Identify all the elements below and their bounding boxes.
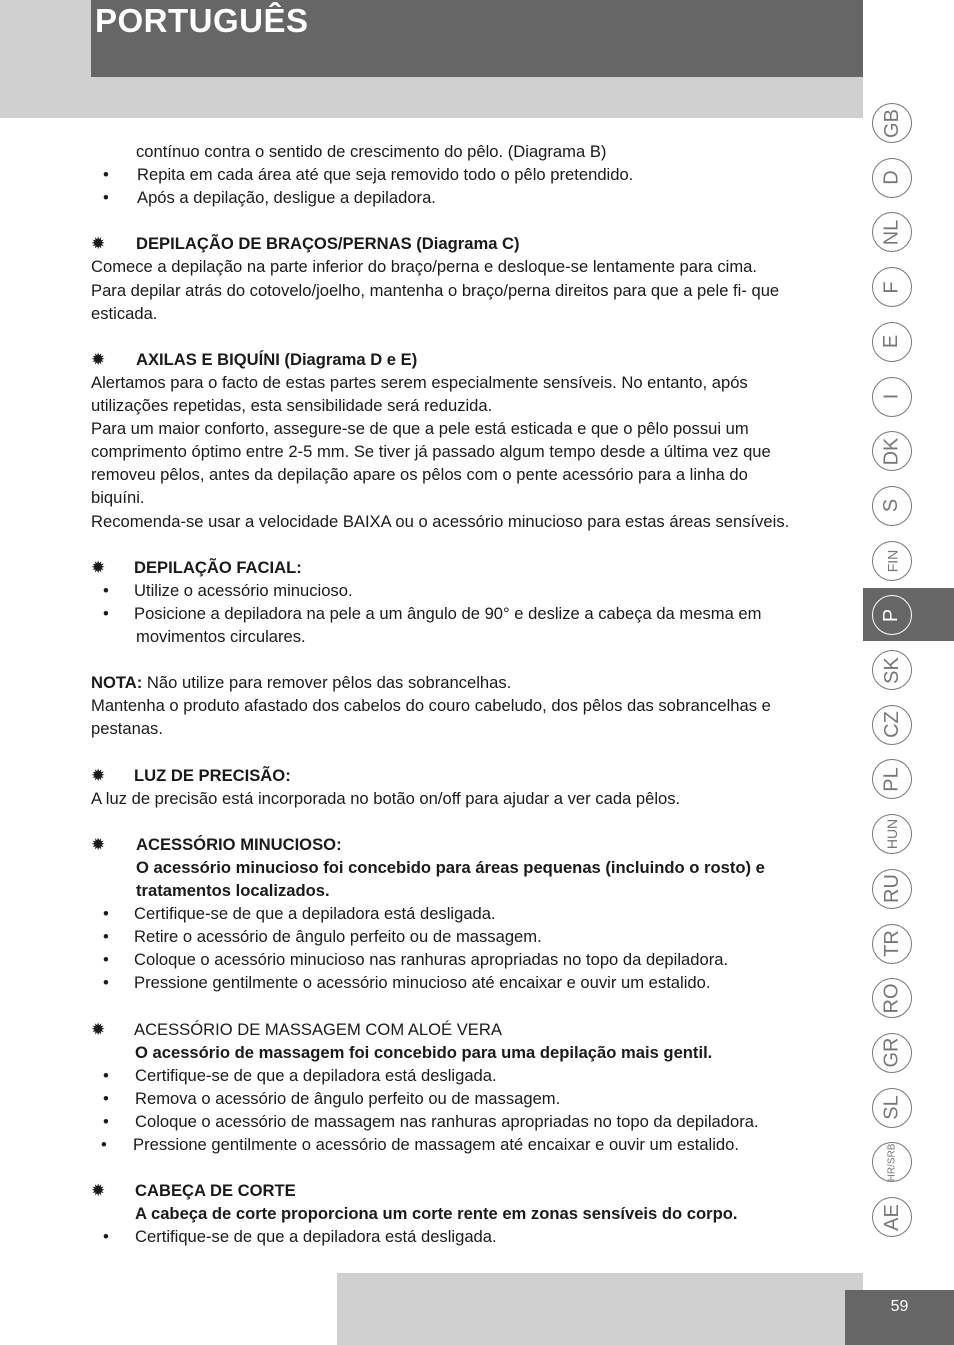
- language-tab-label: E: [880, 335, 903, 349]
- language-tab-e[interactable]: [872, 322, 912, 362]
- text-line: contínuo contra o sentido de crescimento do pêlo. (Diagrama B): [136, 142, 607, 161]
- language-tab-label: RO: [880, 983, 903, 1014]
- heading-text: ACESSÓRIO MINUCIOSO:: [136, 834, 342, 854]
- language-tab-hr-srb[interactable]: [872, 1142, 912, 1182]
- bullet: •: [103, 580, 109, 600]
- text-line: Para depilar atrás do cotovelo/joelho, mantenha o braço/perna direitos para que a pele fi- que: [91, 280, 780, 300]
- text-line: removeu pêlos, antes da depilação apare os pêlos com o pente acessório para a linha do: [91, 465, 748, 485]
- list-item: [91, 1087, 863, 1110]
- list-item-text: Certifique-se de que a depiladora está desligada.: [135, 1227, 497, 1247]
- language-tab-sl[interactable]: [872, 1088, 912, 1128]
- subheading-line: A cabeça de corte proporciona um corte rente em zonas sensíveis do corpo.: [135, 1204, 738, 1224]
- sun-icon: ✹: [91, 1019, 106, 1039]
- language-tab-gr[interactable]: [872, 1033, 912, 1073]
- list-item: [91, 602, 863, 625]
- sun-icon: ✹: [91, 1181, 106, 1201]
- text-line: comprimento óptimo entre 2-5 mm. Se tiver já passado algum tempo desde a última vez que: [91, 442, 771, 462]
- language-tab-hun[interactable]: [872, 814, 912, 854]
- language-tab-tr[interactable]: [872, 924, 912, 964]
- language-tab-label: P: [880, 608, 903, 622]
- language-tab-label: S: [880, 499, 903, 513]
- list-item: [91, 948, 863, 971]
- language-tab-label: GB: [880, 108, 903, 138]
- note-text: Não utilize para remover pêlos das sobrancelhas.: [142, 673, 512, 693]
- language-tab-label: NL: [880, 219, 903, 246]
- language-tab-p[interactable]: [872, 595, 912, 635]
- sun-icon: ✹: [91, 349, 106, 369]
- language-tab-ro[interactable]: [872, 978, 912, 1018]
- list-item-text: Coloque o acessório de massagem nas ranhuras apropriadas no topo da depiladora.: [135, 1111, 759, 1131]
- list-item: [91, 1064, 863, 1087]
- list-item: [91, 971, 863, 994]
- bullet: •: [103, 188, 109, 208]
- note-line: [91, 671, 863, 694]
- list-item-text: Posicione a depiladora na pele a um ângulo de 90° e deslize a cabeça da mesma em: [134, 603, 762, 623]
- sun-icon: ✹: [91, 765, 106, 785]
- sun-icon: ✹: [91, 234, 106, 254]
- section-heading: [91, 764, 863, 787]
- section-heading: [91, 232, 863, 255]
- list-item: [91, 1110, 863, 1133]
- bullet: •: [103, 950, 109, 970]
- section-heading: [91, 556, 863, 579]
- text-line: A luz de precisão está incorporada no botão on/off para ajudar a ver cada pêlos.: [91, 788, 681, 808]
- language-tab-s[interactable]: [872, 486, 912, 526]
- page-title: PORTUGUÊS: [95, 2, 309, 39]
- text-line: pestanas.: [91, 719, 163, 739]
- list-item: [91, 1225, 863, 1248]
- manual-content: [91, 140, 863, 1249]
- language-tab-dk[interactable]: [872, 431, 912, 471]
- page-number-box: [845, 1290, 954, 1345]
- language-tab-label: D: [880, 170, 903, 185]
- language-tab-label: PL: [880, 767, 903, 792]
- language-tab-ru[interactable]: [872, 869, 912, 909]
- language-tab-nl[interactable]: [872, 212, 912, 252]
- note-label: NOTA:: [91, 673, 143, 693]
- language-tab-pl[interactable]: [872, 759, 912, 799]
- subheading-line: O acessório de massagem foi concebido para uma depilação mais gentil.: [135, 1042, 713, 1062]
- language-tab-cz[interactable]: [872, 705, 912, 745]
- text-line: esticada.: [91, 303, 158, 323]
- page-footer-left: [0, 1273, 337, 1345]
- text-line: Mantenha o produto afastado dos cabelos do couro cabeludo, dos pêlos das sobrancelhas e: [91, 696, 771, 716]
- language-tab-label: DK: [880, 437, 903, 466]
- bullet: •: [103, 973, 109, 993]
- language-tab-label: AE: [880, 1203, 903, 1231]
- text-line: biquíni.: [91, 488, 145, 508]
- text-line: utilizações repetidas, esta sensibilidade será reduzida.: [91, 396, 493, 416]
- section-heading: [91, 1018, 863, 1041]
- list-item-text: Após a depilação, desligue a depiladora.: [137, 188, 436, 208]
- language-tab-label: GR: [880, 1037, 903, 1068]
- language-tab-sk[interactable]: [872, 650, 912, 690]
- language-tab-label: FIN: [884, 549, 900, 572]
- list-item: [91, 925, 863, 948]
- language-tab-label: F: [880, 280, 903, 294]
- list-item-text: Utilize o acessório minucioso.: [134, 580, 353, 600]
- bullet: •: [103, 1088, 109, 1108]
- language-tab-label: RU: [880, 874, 903, 904]
- language-tab-fin[interactable]: [872, 541, 912, 581]
- sun-icon: ✹: [91, 834, 106, 854]
- list-item: [91, 902, 863, 925]
- section-heading: [91, 833, 863, 856]
- language-tab-label: SL: [880, 1095, 903, 1120]
- list-item-text: Certifique-se de que a depiladora está desligada.: [134, 904, 496, 924]
- language-tab-label: TR: [880, 930, 903, 957]
- language-tab-label: HR/SRB: [886, 1143, 898, 1182]
- page-number: 59: [890, 1298, 909, 1315]
- section-heading: [91, 348, 863, 371]
- language-tab-i[interactable]: [872, 377, 912, 417]
- bullet: •: [103, 904, 109, 924]
- bullet: •: [103, 165, 109, 185]
- list-item: [91, 579, 863, 602]
- bullet: •: [103, 1227, 109, 1247]
- list-item-text: Repita em cada área até que seja removido todo o pêlo pretendido.: [137, 165, 634, 185]
- text-line: movimentos circulares.: [136, 626, 306, 646]
- heading-text: AXILAS E BIQUÍNI (Diagrama D e E): [136, 349, 418, 369]
- language-tab-label: I: [880, 393, 903, 400]
- heading-text: DEPILAÇÃO DE BRAÇOS/PERNAS (Diagrama C): [136, 234, 520, 254]
- language-tabs: [870, 100, 914, 1240]
- language-tab-gb[interactable]: [872, 103, 912, 143]
- list-item-text: Certifique-se de que a depiladora está desligada.: [135, 1065, 497, 1085]
- bullet: •: [103, 1111, 109, 1131]
- list-item: [91, 163, 863, 186]
- heading-text: LUZ DE PRECISÃO:: [134, 765, 291, 785]
- text-line: Comece a depilação na parte inferior do braço/perna e desloque-se lentamente para cima.: [91, 257, 757, 277]
- list-item-text: Remova o acessório de ângulo perfeito ou de massagem.: [135, 1088, 561, 1108]
- bullet: •: [103, 927, 109, 947]
- subheading-line: tratamentos localizados.: [136, 881, 330, 900]
- language-tab-label: CZ: [880, 711, 903, 739]
- list-item-text: Pressione gentilmente o acessório de massagem até encaixar e ouvir um estalido.: [133, 1135, 739, 1155]
- text-line: Para um maior conforto, assegure-se de que a pele está esticada e que o pêlo possui um: [91, 419, 749, 439]
- bullet: •: [101, 1135, 107, 1155]
- bullet: •: [103, 603, 109, 623]
- bullet: •: [103, 1065, 109, 1085]
- language-tab-d[interactable]: [872, 158, 912, 198]
- list-item-text: Retire o acessório de ângulo perfeito ou de massagem.: [134, 927, 542, 947]
- language-tab-f[interactable]: [872, 267, 912, 307]
- sun-icon: ✹: [91, 557, 106, 577]
- section-heading: [91, 1179, 863, 1202]
- language-tab-label: HUN: [884, 818, 900, 850]
- language-tab-label: SK: [880, 656, 903, 684]
- subheading-line: O acessório minucioso foi concebido para áreas pequenas (incluindo o rosto) e: [136, 857, 765, 877]
- text-line: Alertamos para o facto de estas partes serem especialmente sensíveis. No entanto, após: [91, 372, 748, 392]
- heading-text: CABEÇA DE CORTE: [135, 1181, 296, 1201]
- list-item-text: Coloque o acessório minucioso nas ranhuras apropriadas no topo da depiladora.: [134, 950, 729, 970]
- language-tab-ae[interactable]: [872, 1197, 912, 1237]
- list-item: [91, 186, 863, 209]
- list-item-text: Pressione gentilmente o acessório minucioso até encaixar e ouvir um estalido.: [134, 973, 711, 993]
- heading-text: ACESSÓRIO DE MASSAGEM COM ALOÉ VERA: [134, 1019, 502, 1039]
- header-band: [91, 0, 863, 77]
- heading-text: DEPILAÇÃO FACIAL:: [134, 557, 302, 577]
- list-item: [91, 1133, 863, 1156]
- text-line: Recomenda-se usar a velocidade BAIXA ou o acessório minucioso para estas áreas sensíveis.: [91, 511, 790, 531]
